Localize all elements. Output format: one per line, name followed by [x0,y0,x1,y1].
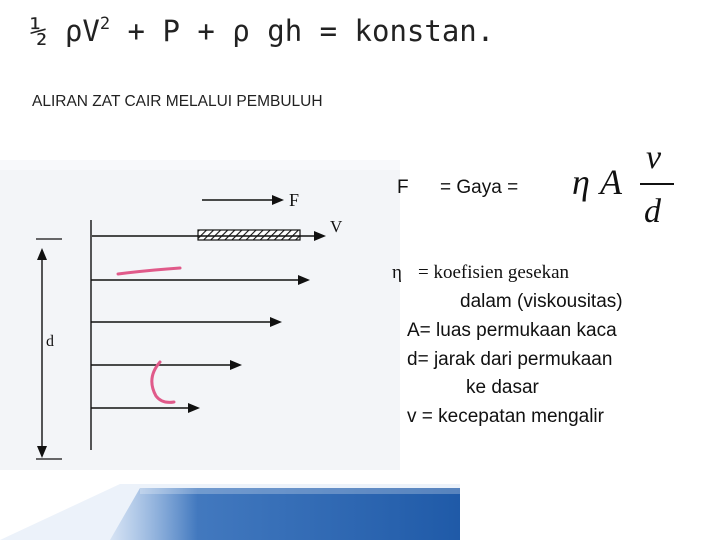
title-prefix: ½ ρV [30,14,100,48]
area-definition: A= luas permukaan kaca [407,320,617,341]
velocity-label: V [330,217,343,236]
velocity-definition: v = kecepatan mengalir [407,406,604,427]
force-definition: = Gaya = [440,177,519,198]
formula-eta: η [572,162,590,202]
formula-area: A [600,162,622,202]
eta-definition-cont: dalam (viskousitas) [460,291,623,312]
bernoulli-equation-title [30,14,494,48]
moving-plate [198,230,300,240]
formula-denominator: d [644,193,661,230]
viscous-force-formula [570,138,680,230]
distance-definition-cont: ke dasar [466,377,539,398]
force-label: F [289,190,300,210]
force-symbol: F [397,177,409,198]
title-suffix: + P + ρ gh = konstan. [110,14,495,48]
distance-definition: d= jarak dari permukaan [407,349,613,370]
title-exponent: 2 [99,14,111,34]
distance-label: d [46,333,54,350]
formula-numerator: v [646,139,662,176]
viscosity-flow-diagram [0,160,400,470]
decorative-bottom-bar [0,484,460,540]
section-subtitle: ALIRAN ZAT CAIR MELALUI PEMBULUH [32,93,323,110]
eta-definition: = koefisien gesekan [418,262,570,283]
eta-symbol: η [392,262,402,283]
